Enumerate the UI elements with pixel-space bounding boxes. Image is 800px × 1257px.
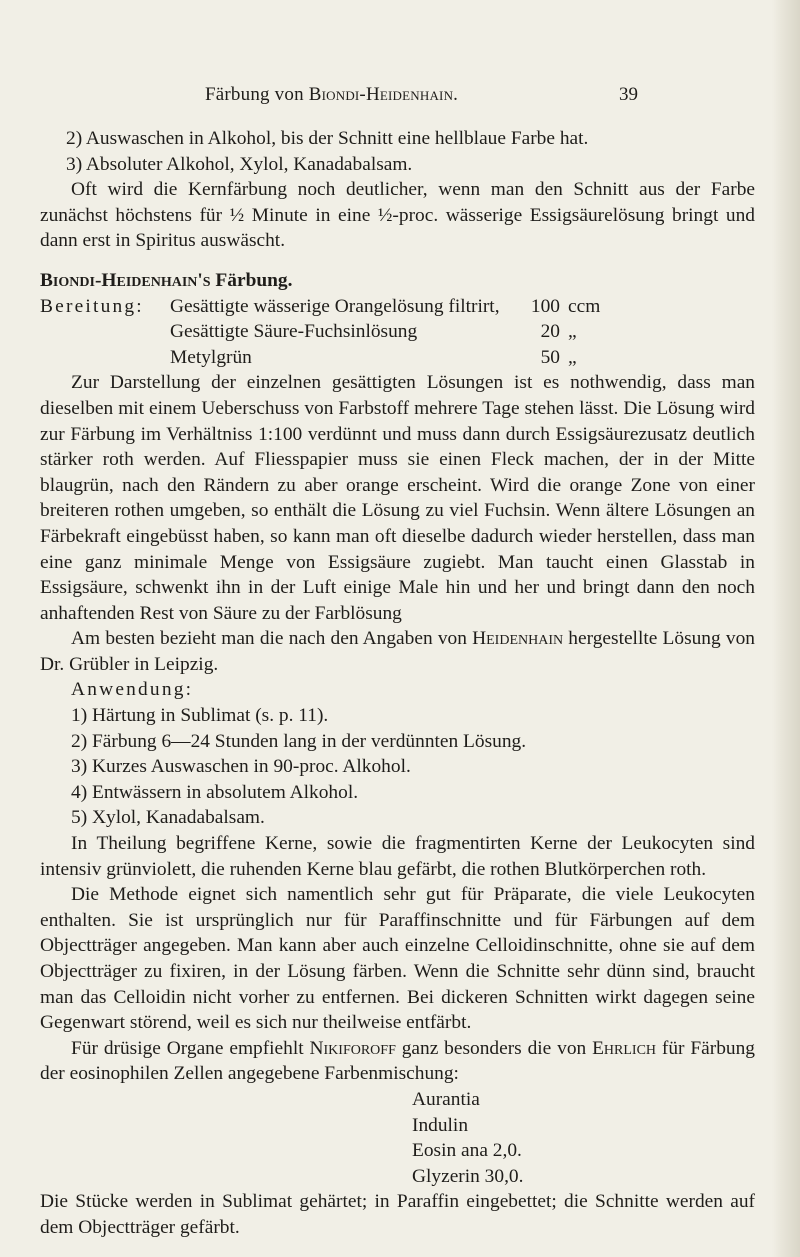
paragraph-bezug — [40, 626, 755, 677]
mixture-item: Aurantia — [412, 1088, 480, 1110]
mixture-item: Indulin — [412, 1114, 469, 1136]
header-title-name: Biondi-Heidenhain. — [308, 84, 459, 105]
recipe-name: Gesättigte Säure-Fuchsinlösung — [170, 321, 418, 343]
bereitung-label: Bereitung: — [40, 295, 144, 317]
recipe-name: Gesättigte wässerige Orangelösung filtrirt, — [170, 295, 500, 317]
running-header — [40, 84, 755, 110]
page-body — [40, 126, 755, 1241]
list-item: 5) Xylol, Kanadabalsam. — [71, 807, 265, 829]
list-item: 2) Färbung 6—24 Stunden lang in der verdünnten Lösung. — [71, 730, 527, 752]
recipe-amount: 100 — [530, 295, 560, 317]
paragraph-bezug-text-end: hergestellte Lösung von Dr. Grübler in Leipzig. — [40, 628, 755, 675]
paragraph-druesige-organe — [40, 1036, 755, 1087]
page-edge-shadow — [772, 0, 800, 1257]
list-item: 4) Entwässern in absolutem Alkohol. — [71, 781, 359, 803]
list-item: 2) Auswaschen in Alkohol, bis der Schnitt eine hellblaue Farbe hat. — [66, 128, 589, 149]
paragraph-methode: Die Methode eignet sich namentlich sehr gut für Präparate, die viele Leukocyten enthalten. Sie ist ursprünglich nur für Paraffinschnitte und für Färbungen auf dem Objectträger angegeben. Man kann aber auch einzelne Celloidinschnitte, ohne sie auf dem Objectträger zu fixiren, in der Lösung färben. Wenn die Schnitte sehr dünn sind, braucht man das Celloidin nicht vorher zu entfernen. Bei dickeren Schnitten wirkt dagegen seine Gegenwart störend, weil es sich nur theilweise entfärbt. — [40, 884, 755, 1034]
author-name: Heidenhain — [472, 628, 564, 650]
paragraph-text: Für drüsige Organe empfiehlt — [71, 1037, 310, 1059]
recipe-unit: „ — [568, 346, 577, 368]
steps-list-a — [40, 126, 755, 177]
paragraph-theilung: In Theilung begriffene Kerne, sowie die fragmentirten Kerne der Leukocyten sind intensiv grünviolett, die ruhenden Kerne blau gefärbt, die rothen Blutkörperchen roth. — [40, 833, 755, 880]
mixture-list — [40, 1087, 755, 1189]
mixture-item: Eosin ana 2,0. — [412, 1140, 522, 1162]
header-title-prefix: Färbung von — [205, 84, 309, 105]
list-item: 1) Härtung in Sublimat (s. p. 11). — [71, 705, 329, 727]
anwendung-label: Anwendung: — [71, 679, 194, 701]
paragraph-stuecke: Die Stücke werden in Sublimat gehärtet; in Paraffin eingebettet; die Schnitte werden auf dem Objectträger gefärbt. — [40, 1191, 755, 1238]
section-heading — [40, 268, 755, 294]
recipe-amount: 20 — [540, 321, 560, 343]
recipe-unit: „ — [568, 321, 577, 343]
section-heading-title: Färbung. — [215, 269, 293, 291]
list-item: 3) Absoluter Alkohol, Xylol, Kanadabalsam. — [66, 153, 413, 175]
recipe-unit: ccm — [568, 295, 601, 317]
paragraph-text: für Färbung der eosinophilen Zellen angegebene Farbenmischung: — [40, 1037, 755, 1085]
paragraph-bezug-text: Am besten bezieht man die nach den Angaben von — [71, 628, 473, 650]
paragraph-kernfaerbung: Oft wird die Kernfärbung noch deutlicher, wenn man den Schnitt aus der Farbe zunächst höchstens für ½ Minute in eine ½-proc. wässerige Essigsäurelösung bringt und dann erst in Spiritus auswäscht. — [40, 179, 755, 252]
paragraph-text: ganz besonders die von — [395, 1037, 593, 1059]
recipe-name: Metylgrün — [170, 346, 252, 368]
list-item: 3) Kurzes Auswaschen in 90-proc. Alkohol. — [71, 756, 411, 778]
author-name: Ehrlich — [592, 1037, 657, 1059]
section-heading-name: Biondi-Heidenhain's — [40, 269, 211, 291]
bereitung-block — [40, 294, 755, 371]
recipe-amount: 50 — [540, 346, 560, 368]
paragraph-darstellung: Zur Darstellung der einzelnen gesättigten Lösungen ist es nothwendig, dass man dieselben mit einem Ueberschuss von Farbstoff mehrere Tage stehen lässt. Die Lösung wird zur Färbung im Verhältniss 1:100 verdünnt und muss dann durch Essigsäurezusatz deutlich stärker roth werden. Auf Fliesspapier muss sie einen Fleck machen, der in der Mitte blaugrün, nach den Rändern zu aber orange erscheint. Wird die orange Zone von einer breiteren rothen umgeben, so enthält die Lösung zu viel Fuchsin. Wenn ältere Lösungen an Färbekraft eingebüsst haben, so kann man oft dieselbe dadurch wieder herstellen, dass man eine ganz minimale Menge von Essigsäure zugiebt. Man taucht einen Glasstab in Essigsäure, schwenkt ihn in der Luft einige Male hin und her und bringt dann den noch anhaftenden Rest von Säure zu der Farblösung — [40, 372, 755, 624]
recipe-table — [170, 294, 755, 371]
author-name: Nikiforoff — [309, 1037, 396, 1059]
steps-list-b — [40, 703, 755, 831]
header-title — [205, 84, 458, 106]
mixture-item: Glyzerin 30,0. — [412, 1165, 524, 1187]
page-number: 39 — [619, 84, 638, 105]
